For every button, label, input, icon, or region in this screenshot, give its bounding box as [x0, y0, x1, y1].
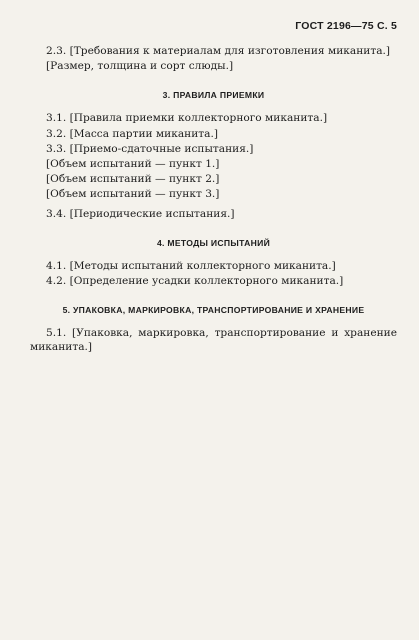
page-content — [30, 44, 397, 356]
paragraph-3-3-item-2: [Объем испытаний — пункт 2.] — [46, 173, 220, 186]
paragraph-5-1: 5.1. [Упаковка, маркировка, транспортирование и хранение миканита.] — [30, 327, 397, 354]
paragraph-4-1: 4.1. [Методы испытаний коллекторного миканита.] — [46, 259, 336, 272]
section-5-title: 5. УПАКОВКА, МАРКИРОВКА, ТРАНСПОРТИРОВАНИЕ И ХРАНЕНИЕ — [62, 305, 365, 316]
paragraph-3-3-item-1: [Объем испытаний — пункт 1.] — [46, 158, 220, 171]
section-4-title: 4. МЕТОДЫ ИСПЫТАНИЙ — [156, 237, 271, 248]
paragraph-mica-size: [Размер, толщина и сорт слюды.] — [46, 60, 234, 73]
paragraph-3-3-item-3: [Объем испытаний — пункт 3.] — [46, 188, 220, 201]
paragraph-3-2: 3.2. [Масса партии миканита.] — [46, 127, 218, 140]
paragraph-4-2: 4.2. [Определение усадки коллекторного миканита.] — [46, 275, 344, 288]
section-3-title: 3. ПРАВИЛА ПРИЕМКИ — [162, 90, 265, 101]
paragraph-2-3: 2.3. [Требования к материалам для изготовления миканита.] — [46, 45, 391, 57]
paragraph-3-4: 3.4. [Периодические испытания.] — [46, 207, 235, 220]
paragraph-3-3: 3.3. [Приемо-сдаточные испытания.] — [46, 142, 254, 155]
page-header: ГОСТ 2196—75 С. 5 — [295, 20, 397, 32]
paragraph-3-1: 3.1. [Правила приемки коллекторного миканита.] — [46, 112, 328, 125]
